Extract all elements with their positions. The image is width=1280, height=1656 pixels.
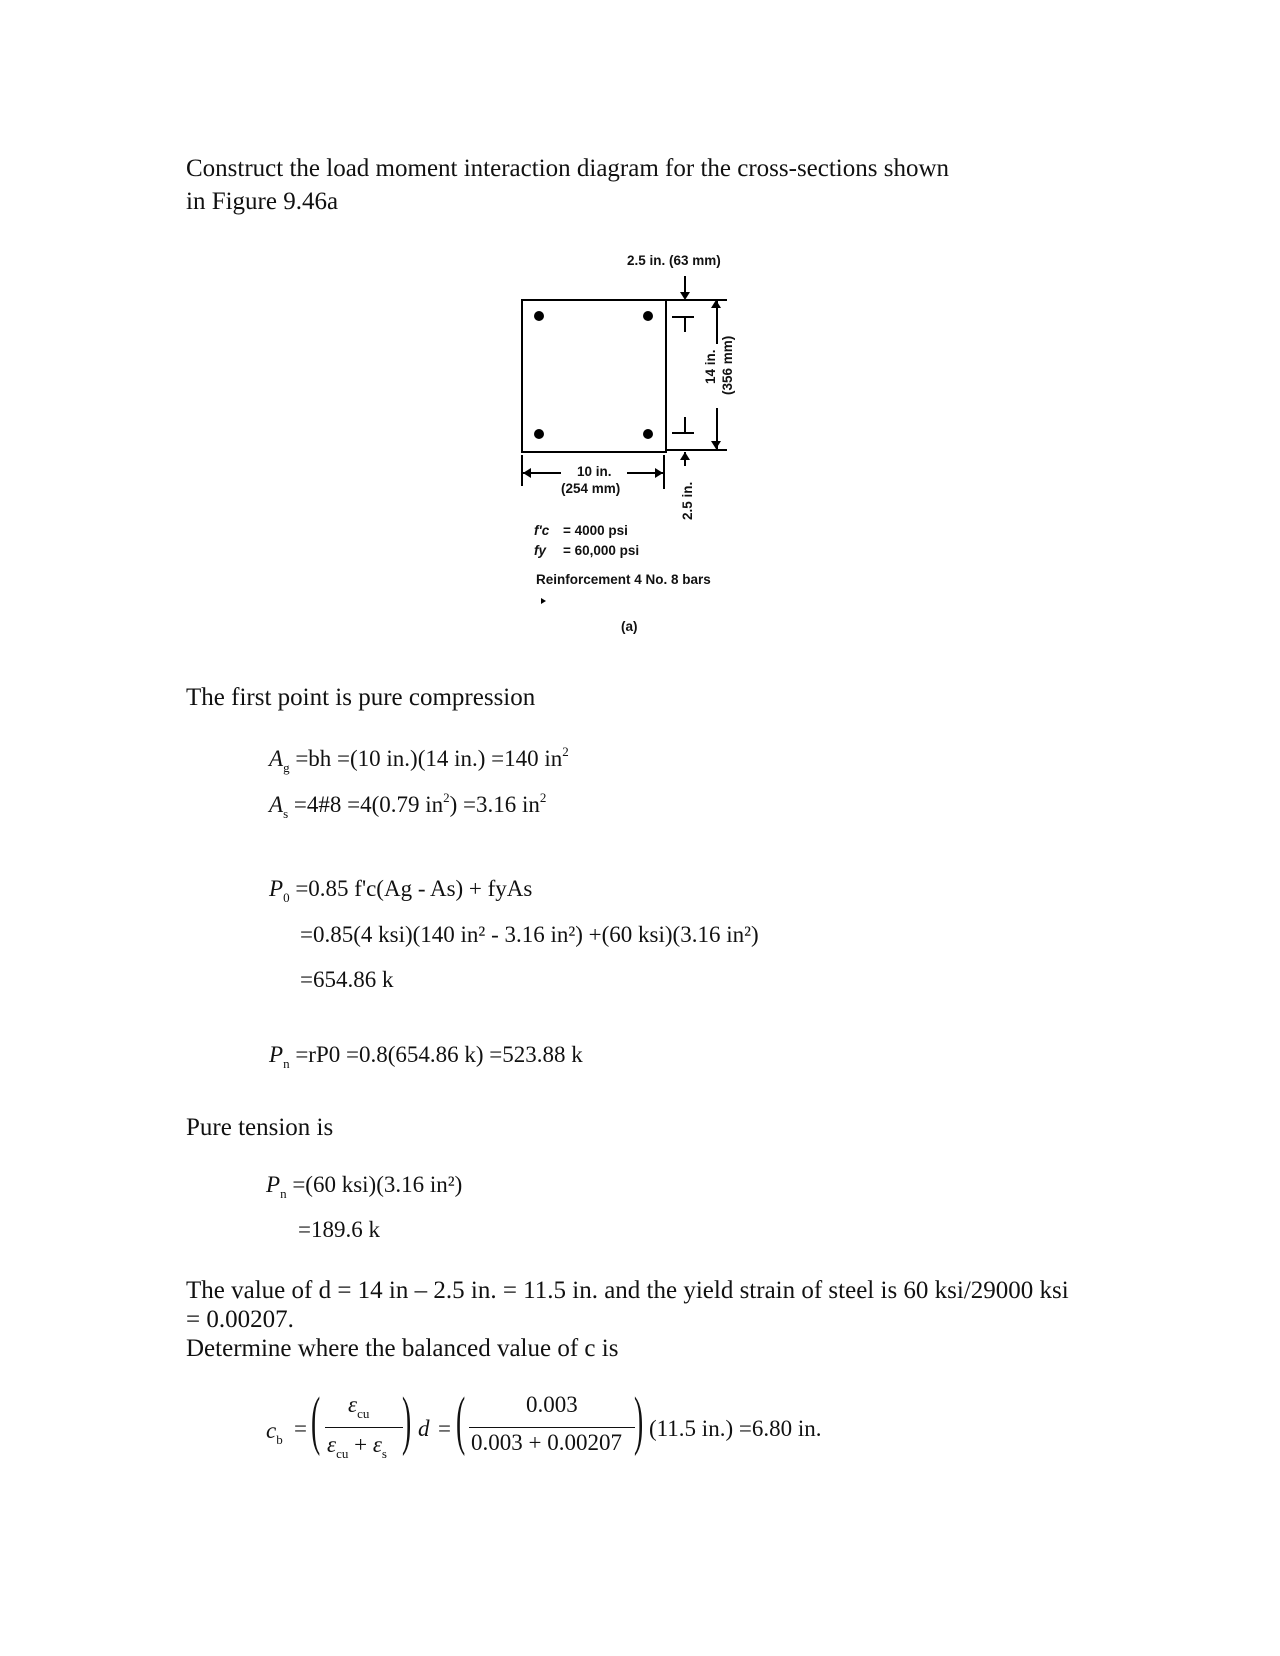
- bottom-cover-arrow: [680, 452, 690, 460]
- fraction-bar-numeric: [469, 1427, 635, 1428]
- compression-heading: The first point is pure compression: [186, 684, 536, 711]
- dim-top-bar-ext: [672, 316, 694, 318]
- balanced-text-1: The value of d = 14 in – 2.5 in. = 11.5 in. and the yield strain of steel is 60 ksi/29000 ksi: [186, 1277, 1069, 1304]
- figure-caption: (a): [621, 619, 638, 634]
- denominator-value: 0.003 + 0.00207: [471, 1430, 622, 1455]
- fc-symbol: f'c: [534, 523, 550, 538]
- dim-inner-top: [684, 316, 686, 332]
- numerator-value: 0.003: [526, 1392, 578, 1417]
- dim-inner-bottom: [684, 417, 686, 433]
- num-paren-close: ): [634, 1384, 644, 1457]
- width-ext-right: [663, 455, 665, 489]
- intro-line-2: in Figure 9.46a: [186, 188, 339, 215]
- width-arrow-right: [655, 468, 663, 478]
- eps-denominator: $\varepsilon_{cu} + \varepsilon_s$: [327, 1432, 387, 1461]
- intro-line-1: Construct the load moment interaction diagram for the cross-sections shown: [186, 155, 950, 182]
- cb-equation: [0, 1380, 1280, 1490]
- p0-formula: $P_0 =0.85$ f'c(Ag - As) + fyAs: [269, 876, 533, 905]
- rebar-bottom-right: [643, 429, 653, 439]
- as-sup-b: 2: [539, 790, 547, 805]
- cb-equals: =: [294, 1416, 307, 1441]
- cross-section-figure: [0, 0, 1280, 660]
- width-arrow-left: [523, 468, 531, 478]
- d-symbol: d: [418, 1416, 430, 1441]
- as-sub: s: [283, 806, 289, 821]
- pn-compression-text: =rP0 =0.8(654.86 k) =523.88 k: [295, 1042, 583, 1067]
- pn-compression: $P_n =rP0 =0.8(654.86$ k) =523.88 k: [269, 1042, 583, 1071]
- bottom-cover-label: 2.5 in.: [680, 481, 695, 520]
- cb-result: (11.5 in.) =6.80 in.: [649, 1416, 822, 1441]
- dim-outer-arrow-up: [711, 300, 721, 308]
- pn-tension-text: =(60 ksi)(3.16 in²): [292, 1172, 463, 1197]
- dim-outer-arrow-down: [711, 441, 721, 449]
- reinforcement-note: Reinforcement 4 No. 8 bars: [536, 572, 711, 587]
- ag-equation: [269, 744, 569, 776]
- cb-symbol: $c_b$: [266, 1418, 283, 1447]
- ag-rhs: =bh =(10 in.)(14 in.) =140 in: [295, 746, 563, 771]
- num-paren-open: (: [456, 1384, 466, 1457]
- fy-value: = 60,000 psi: [563, 543, 640, 558]
- fy-symbol: fy: [534, 543, 547, 558]
- fraction-bar-symbolic: [325, 1427, 403, 1428]
- pn-tension-result: =189.6 k: [298, 1217, 380, 1242]
- height-label-2: (356 mm): [720, 335, 735, 395]
- p0-substituted: =0.85(4 ksi)(140 in² - 3.16 in²) +(60 ksi)(3.16 in²): [300, 922, 759, 947]
- as-symbol: A: [269, 792, 284, 817]
- as-rhs-a: =4#8 =4(0.79 in: [293, 792, 444, 817]
- as-equation: [269, 790, 546, 822]
- width-label-1: 10 in.: [577, 464, 612, 479]
- eps-cu-num: $\varepsilon_{cu}$: [348, 1392, 370, 1421]
- cb-equals-2: =: [438, 1416, 451, 1441]
- as-sup-a: 2: [443, 790, 450, 805]
- p0-result: =654.86 k: [300, 967, 394, 992]
- ag-sup: 2: [562, 744, 569, 759]
- rebar-bottom-left: [534, 429, 544, 439]
- small-arrow-mark: [541, 598, 546, 604]
- cb-paren-open: (: [311, 1384, 321, 1457]
- balanced-text-3: Determine where the balanced value of c is: [186, 1335, 619, 1362]
- rebar-top-right: [643, 311, 653, 321]
- ag-sub: g: [283, 760, 290, 775]
- cb-paren-close: ): [402, 1384, 412, 1457]
- tension-heading: Pure tension is: [186, 1114, 334, 1141]
- cover-label: 2.5 in. (63 mm): [627, 253, 721, 268]
- rebar-top-left: [534, 311, 544, 321]
- ag-symbol: A: [269, 746, 284, 771]
- height-label-1: 14 in.: [703, 349, 718, 384]
- as-rhs-b: ) =3.16 in: [449, 792, 540, 817]
- dim-bottom-bar-ext: [672, 432, 694, 434]
- balanced-text-2: = 0.00207.: [186, 1306, 294, 1333]
- p0-formula-text: =0.85 f'c(Ag - As) + fyAs: [295, 876, 533, 901]
- fc-value: = 4000 psi: [563, 523, 628, 538]
- width-label-2: (254 mm): [561, 481, 621, 496]
- pn-tension: $P_n =(60$ ksi)(3.16 in²): [266, 1172, 463, 1201]
- dim-bottom-ext: [665, 449, 727, 451]
